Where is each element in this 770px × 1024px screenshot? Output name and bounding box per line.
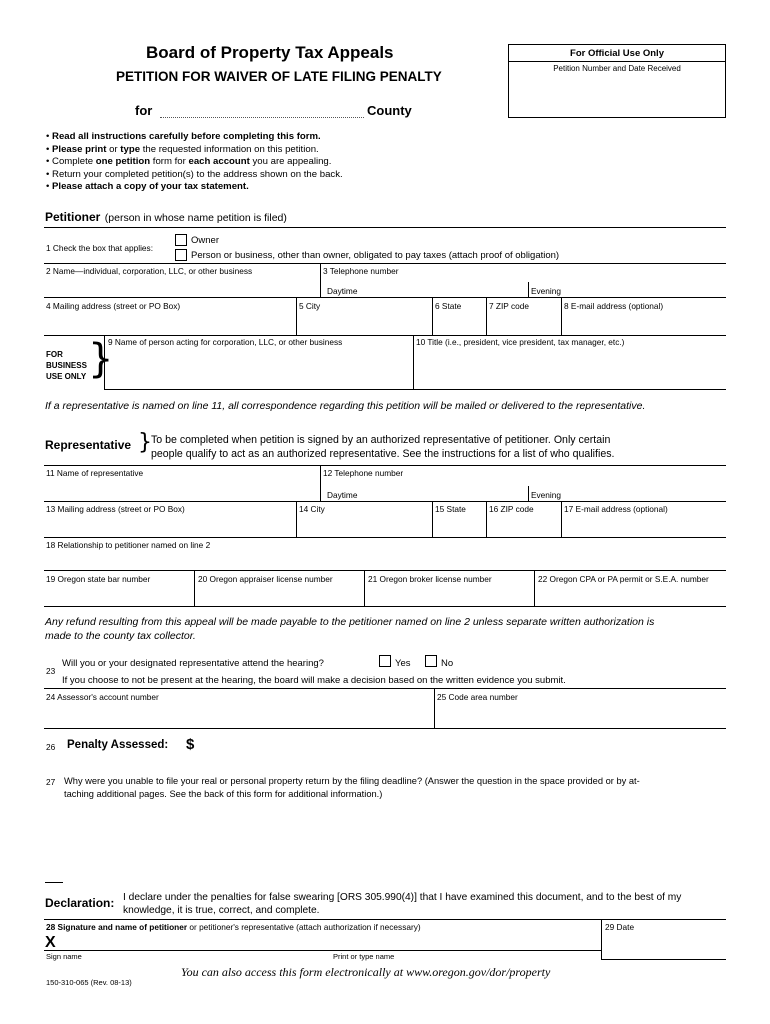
line27-text: Why were you unable to file your real or personal property return by the filing deadline? (Answer the question in the space provided or by at- taching additional pages. See the back of this form for additional information.) bbox=[64, 776, 640, 799]
col-divider bbox=[534, 570, 535, 606]
daytime-label: Daytime bbox=[327, 490, 358, 500]
col-divider bbox=[413, 335, 414, 389]
line23-num: 23 bbox=[46, 666, 56, 676]
owner-checkbox[interactable] bbox=[175, 234, 187, 246]
line19-label: 19 Oregon state bar number bbox=[46, 574, 151, 584]
representative-heading: Representative bbox=[45, 438, 132, 452]
row-line bbox=[44, 919, 726, 920]
form-subtitle: PETITION FOR WAIVER OF LATE FILING PENALTY bbox=[116, 69, 442, 84]
representative-note: If a representative is named on line 11, all correspondence regarding this petition will be mailed or delivered to the representative. bbox=[45, 400, 646, 412]
business-person-input[interactable] bbox=[108, 356, 408, 370]
col-divider bbox=[432, 297, 433, 335]
penalty-currency: $ bbox=[186, 736, 195, 753]
row-line bbox=[44, 728, 726, 729]
line10-label: 10 Title (i.e., president, vice president, tax manager, etc.) bbox=[416, 337, 625, 347]
other-obligor-checkbox[interactable] bbox=[175, 249, 187, 261]
petitioner-top-line bbox=[44, 227, 726, 228]
date-input[interactable] bbox=[605, 936, 723, 950]
official-use-divider bbox=[509, 61, 725, 62]
col-divider bbox=[104, 335, 105, 389]
line16-label: 16 ZIP code bbox=[489, 504, 534, 514]
hearing-no-label: No bbox=[441, 658, 454, 669]
petitioner-zip-input[interactable] bbox=[489, 318, 558, 332]
row-line bbox=[44, 335, 726, 336]
representative-description: To be completed when petition is signed by an authorized representative of petitioner. Only certain people qualify to act as an authorized representative. See the instructions for a list of who qualifies. bbox=[151, 434, 615, 460]
line8-label: 8 E-mail address (optional) bbox=[564, 301, 664, 311]
line7-label: 7 ZIP code bbox=[489, 301, 529, 311]
instruction-item: • Please attach a copy of your tax statement. bbox=[46, 181, 249, 193]
bar-number-input[interactable] bbox=[46, 590, 190, 604]
form-title: Board of Property Tax Appeals bbox=[146, 43, 394, 62]
hearing-note: If you choose to not be present at the hearing, the board will make a decision based on the written evidence you submit. bbox=[62, 675, 566, 686]
official-use-box bbox=[508, 44, 726, 118]
hearing-yes-checkbox[interactable] bbox=[379, 655, 391, 667]
petitioner-heading: Petitioner (person in whose name petition is filed) bbox=[45, 210, 287, 224]
refund-note: Any refund resulting from this appeal will be made payable to the petitioner named on line 2 unless separate written authorization is made to the county tax collector. bbox=[45, 616, 655, 642]
line9-label: 9 Name of person acting for corporation, LLC, or other business bbox=[108, 337, 343, 347]
col-divider bbox=[432, 501, 433, 537]
rep-name-input[interactable] bbox=[46, 485, 316, 499]
row-line bbox=[44, 570, 726, 571]
row-line bbox=[44, 537, 726, 538]
declaration-mark bbox=[45, 882, 63, 883]
line4-label: 4 Mailing address (street or PO Box) bbox=[46, 301, 181, 311]
evening-label: Evening bbox=[531, 286, 561, 296]
code-area-input[interactable] bbox=[437, 710, 721, 724]
online-access-note: You can also access this form electronically at www.oregon.gov/dor/property bbox=[181, 965, 551, 979]
late-filing-reason-textarea[interactable] bbox=[64, 803, 724, 875]
petitioner-city-input[interactable] bbox=[299, 318, 429, 332]
line15-label: 15 State bbox=[435, 504, 466, 514]
declaration-text: I declare under the penalties for false swearing [ORS 305.990(4)] that I have examined this document, and to the best of my knowledge, it is true, correct, and complete. bbox=[123, 892, 682, 916]
col-divider bbox=[296, 297, 297, 335]
account-number-input[interactable] bbox=[46, 710, 430, 724]
line24-label: 24 Assessor's account number bbox=[46, 692, 159, 702]
declaration-heading: Declaration: bbox=[45, 896, 115, 910]
instructions-list bbox=[46, 131, 343, 194]
rep-address-input[interactable] bbox=[46, 520, 292, 534]
business-title-input[interactable] bbox=[416, 356, 721, 370]
col-divider bbox=[296, 501, 297, 537]
rep-day-phone-input[interactable] bbox=[362, 487, 522, 501]
col-divider bbox=[601, 919, 602, 959]
county-input[interactable] bbox=[160, 102, 364, 116]
line14-label: 14 City bbox=[299, 504, 325, 514]
line20-label: 20 Oregon appraiser license number bbox=[198, 574, 333, 584]
print-name-label: Print or type name bbox=[333, 952, 395, 961]
rep-zip-input[interactable] bbox=[489, 520, 558, 534]
petitioner-eve-phone-input[interactable] bbox=[568, 283, 723, 297]
instruction-item: • Please print or type the requested information on this petition. bbox=[46, 143, 319, 155]
row-line bbox=[601, 959, 726, 960]
line26-num: 26 bbox=[46, 742, 56, 752]
hearing-yes-label: Yes bbox=[395, 658, 411, 669]
petitioner-address-input[interactable] bbox=[46, 318, 292, 332]
appraiser-license-input[interactable] bbox=[198, 590, 360, 604]
rep-city-input[interactable] bbox=[299, 520, 429, 534]
line28-label: 28 Signature and name of petitioner or petitioner's representative (attach authorization if necessary) bbox=[46, 922, 421, 932]
line3-label: 3 Telephone number bbox=[323, 266, 399, 276]
rep-relationship-input[interactable] bbox=[46, 555, 721, 569]
representative-brace: } bbox=[138, 430, 152, 455]
row-line bbox=[44, 606, 726, 607]
line25-label: 25 Code area number bbox=[437, 692, 518, 702]
line11-label: 11 Name of representative bbox=[46, 468, 144, 478]
row-line bbox=[44, 465, 726, 466]
row-line bbox=[104, 389, 726, 390]
col-divider bbox=[528, 486, 529, 501]
official-use-title: For Official Use Only bbox=[570, 48, 664, 59]
col-divider bbox=[561, 501, 562, 537]
other-obligor-label: Person or business, other than owner, obligated to pay taxes (attach proof of obligation) bbox=[191, 250, 560, 261]
line6-label: 6 State bbox=[435, 301, 462, 311]
form-number: 150-310-065 (Rev. 08-13) bbox=[46, 978, 132, 987]
rep-email-input[interactable] bbox=[564, 520, 724, 534]
daytime-label: Daytime bbox=[327, 286, 358, 296]
instruction-item: • Read all instructions carefully before completing this form. bbox=[46, 131, 321, 142]
petitioner-state-input[interactable] bbox=[435, 318, 483, 332]
row-line bbox=[44, 501, 726, 502]
petitioner-name-input[interactable] bbox=[46, 283, 316, 297]
line29-label: 29 Date bbox=[605, 922, 635, 932]
line2-label: 2 Name—individual, corporation, LLC, or other business bbox=[46, 266, 253, 276]
col-divider bbox=[528, 282, 529, 297]
col-divider bbox=[561, 297, 562, 335]
col-divider bbox=[486, 297, 487, 335]
rep-state-input[interactable] bbox=[435, 520, 483, 534]
business-brace: } bbox=[88, 336, 114, 382]
line18-label: 18 Relationship to petitioner named on line 2 bbox=[46, 540, 211, 550]
hearing-no-checkbox[interactable] bbox=[425, 655, 437, 667]
line13-label: 13 Mailing address (street or PO Box) bbox=[46, 504, 185, 514]
row-line bbox=[44, 688, 726, 689]
printed-name-input[interactable] bbox=[331, 936, 597, 950]
col-divider bbox=[364, 570, 365, 606]
hearing-question: Will you or your designated representative attend the hearing? bbox=[62, 658, 324, 669]
evening-label: Evening bbox=[531, 490, 561, 500]
petitioner-email-input[interactable] bbox=[564, 318, 724, 332]
cpa-permit-input[interactable] bbox=[538, 590, 724, 604]
col-divider bbox=[320, 263, 321, 297]
owner-label: Owner bbox=[191, 235, 219, 246]
col-divider bbox=[434, 688, 435, 728]
signature-x-mark: X bbox=[45, 934, 56, 951]
sign-name-label: Sign name bbox=[46, 952, 82, 961]
county-underline bbox=[160, 117, 364, 118]
line5-label: 5 City bbox=[299, 301, 321, 311]
row-line bbox=[44, 263, 726, 264]
signature-input[interactable] bbox=[62, 936, 322, 950]
line27-num: 27 bbox=[46, 777, 56, 787]
col-divider bbox=[486, 501, 487, 537]
line1-label: 1 Check the box that applies: bbox=[46, 243, 154, 253]
penalty-label: Penalty Assessed: bbox=[67, 739, 169, 751]
row-line bbox=[44, 297, 726, 298]
line22-label: 22 Oregon CPA or PA permit or S.E.A. number bbox=[538, 574, 709, 584]
col-divider bbox=[194, 570, 195, 606]
county-label: County bbox=[367, 103, 412, 118]
row-line bbox=[44, 950, 601, 951]
petitioner-day-phone-input[interactable] bbox=[362, 283, 522, 297]
business-use-label: FOR BUSINESS USE ONLY bbox=[46, 350, 87, 381]
line12-label: 12 Telephone number bbox=[323, 468, 404, 478]
instruction-item: • Return your completed petition(s) to the address shown on the back. bbox=[46, 168, 343, 180]
line17-label: 17 E-mail address (optional) bbox=[564, 504, 668, 514]
broker-license-input[interactable] bbox=[368, 590, 530, 604]
official-use-subtitle: Petition Number and Date Received bbox=[553, 64, 681, 73]
for-label: for bbox=[135, 103, 153, 118]
penalty-amount-input[interactable] bbox=[200, 738, 400, 754]
col-divider bbox=[320, 465, 321, 501]
instruction-item: • Complete one petition form for each account you are appealing. bbox=[46, 156, 332, 168]
rep-eve-phone-input[interactable] bbox=[568, 487, 723, 501]
line21-label: 21 Oregon broker license number bbox=[368, 574, 492, 584]
